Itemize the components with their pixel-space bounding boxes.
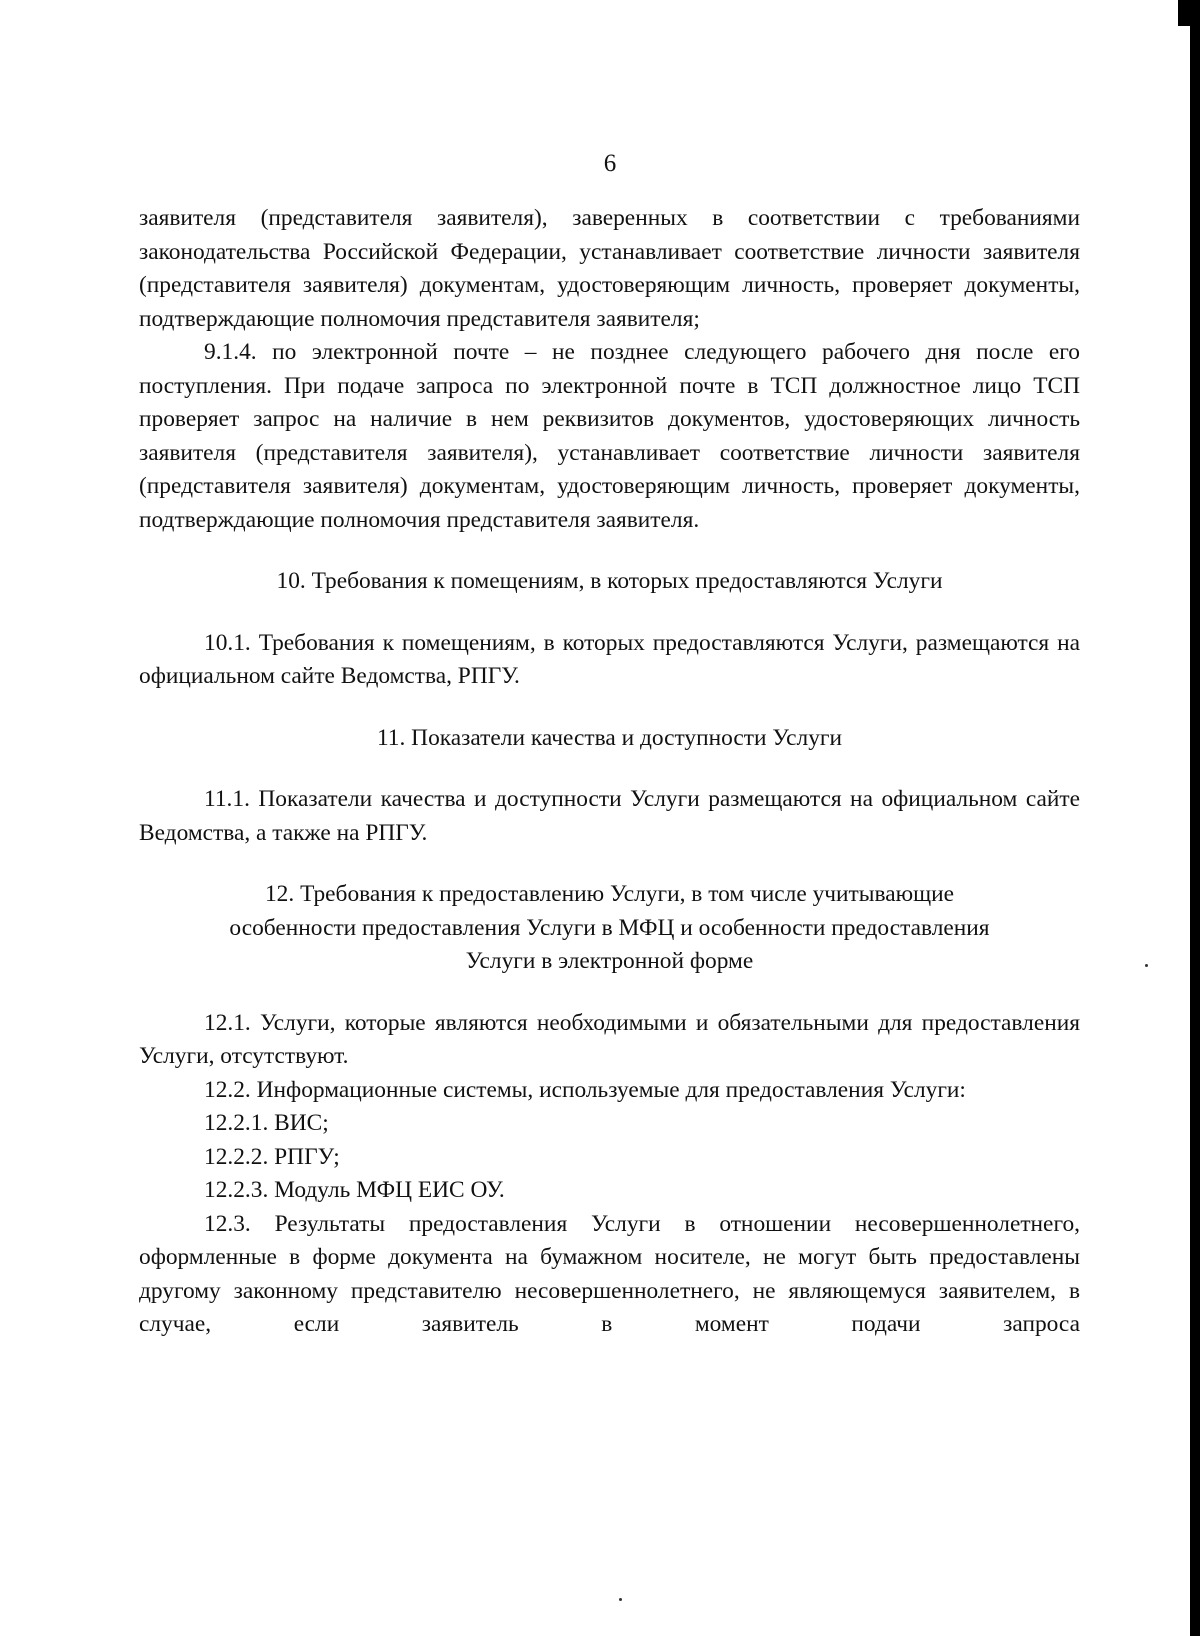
paragraph-10-1: 10.1. Требования к помещениям, в которых предоставляются Услуги, размещаются на официальном сайте Ведомства, РПГУ. xyxy=(139,629,1080,689)
section-12-heading-line1: 12. Требования к предоставлению Услуги, в том числе учитывающие xyxy=(264,881,954,907)
section-12-heading-line3: Услуги в электронной форме xyxy=(465,948,754,974)
paragraph-11-1: 11.1. Показатели качества и доступности Услуги размещаются на официальном сайте Ведомства, а также на РПГУ. xyxy=(139,786,1080,846)
scan-speck xyxy=(1145,964,1148,967)
section-12-heading-line2: особенности предоставления Услуги в МФЦ и особенности предоставления xyxy=(229,914,990,941)
scan-speck xyxy=(619,1598,622,1601)
paragraph-12-1: 12.1. Услуги, которые являются необходимыми и обязательными для предоставления Услуги, отсутствуют. xyxy=(139,1009,1080,1069)
scan-edge-right xyxy=(1190,0,1200,1636)
list-item-12-2-3: 12.2.3. Модуль МФЦ ЕИС ОУ. xyxy=(204,1177,505,1203)
section-10-heading: 10. Требования к помещениям, в которых предоставляются Услуги xyxy=(276,568,943,594)
list-item-12-2-1: 12.2.1. ВИС; xyxy=(204,1110,329,1136)
paragraph-12-3: 12.3. Результаты предоставления Услуги в отношении несовершеннолетнего, оформленные в форме документа на бумажном носителе, не могут быть предоставлены другому законному представителю несовершеннолетнего, не являющемуся заявителем, в случае, если заявитель в момент подачи запроса xyxy=(139,1210,1080,1337)
paragraph-continuation: заявителя (представителя заявителя), заверенных в соответствии с требованиями законодательства Российской Федерации, устанавливает соответствие личности заявителя (представителя заявителя) документам, удостоверяющим личность, проверяет документы, подтверждающие полномочия представителя заявителя; xyxy=(139,205,1080,332)
list-item-12-2-2: 12.2.2. РПГУ; xyxy=(204,1143,340,1170)
section-11-heading: 11. Показатели качества и доступности Услуги xyxy=(376,724,843,751)
scan-edge-top xyxy=(1178,0,1200,26)
document-body xyxy=(139,202,1080,1342)
paragraph-9-1-4: 9.1.4. по электронной почте – не позднее следующего рабочего дня после его поступления. При подаче запроса по электронной почте в ТСП должностное лицо ТСП проверяет запрос на наличие в нем реквизитов документов, удостоверяющих личность заявителя (представителя заявителя), устанавливает соответствие личности заявителя (представителя заявителя) документам, удостоверяющим личность, проверяет документы, подтверждающие полномочия представителя заявителя. xyxy=(139,339,1080,533)
paragraph-12-2: 12.2. Информационные системы, используемые для предоставления Услуги: xyxy=(204,1076,966,1103)
page-number: 6 xyxy=(603,150,617,177)
